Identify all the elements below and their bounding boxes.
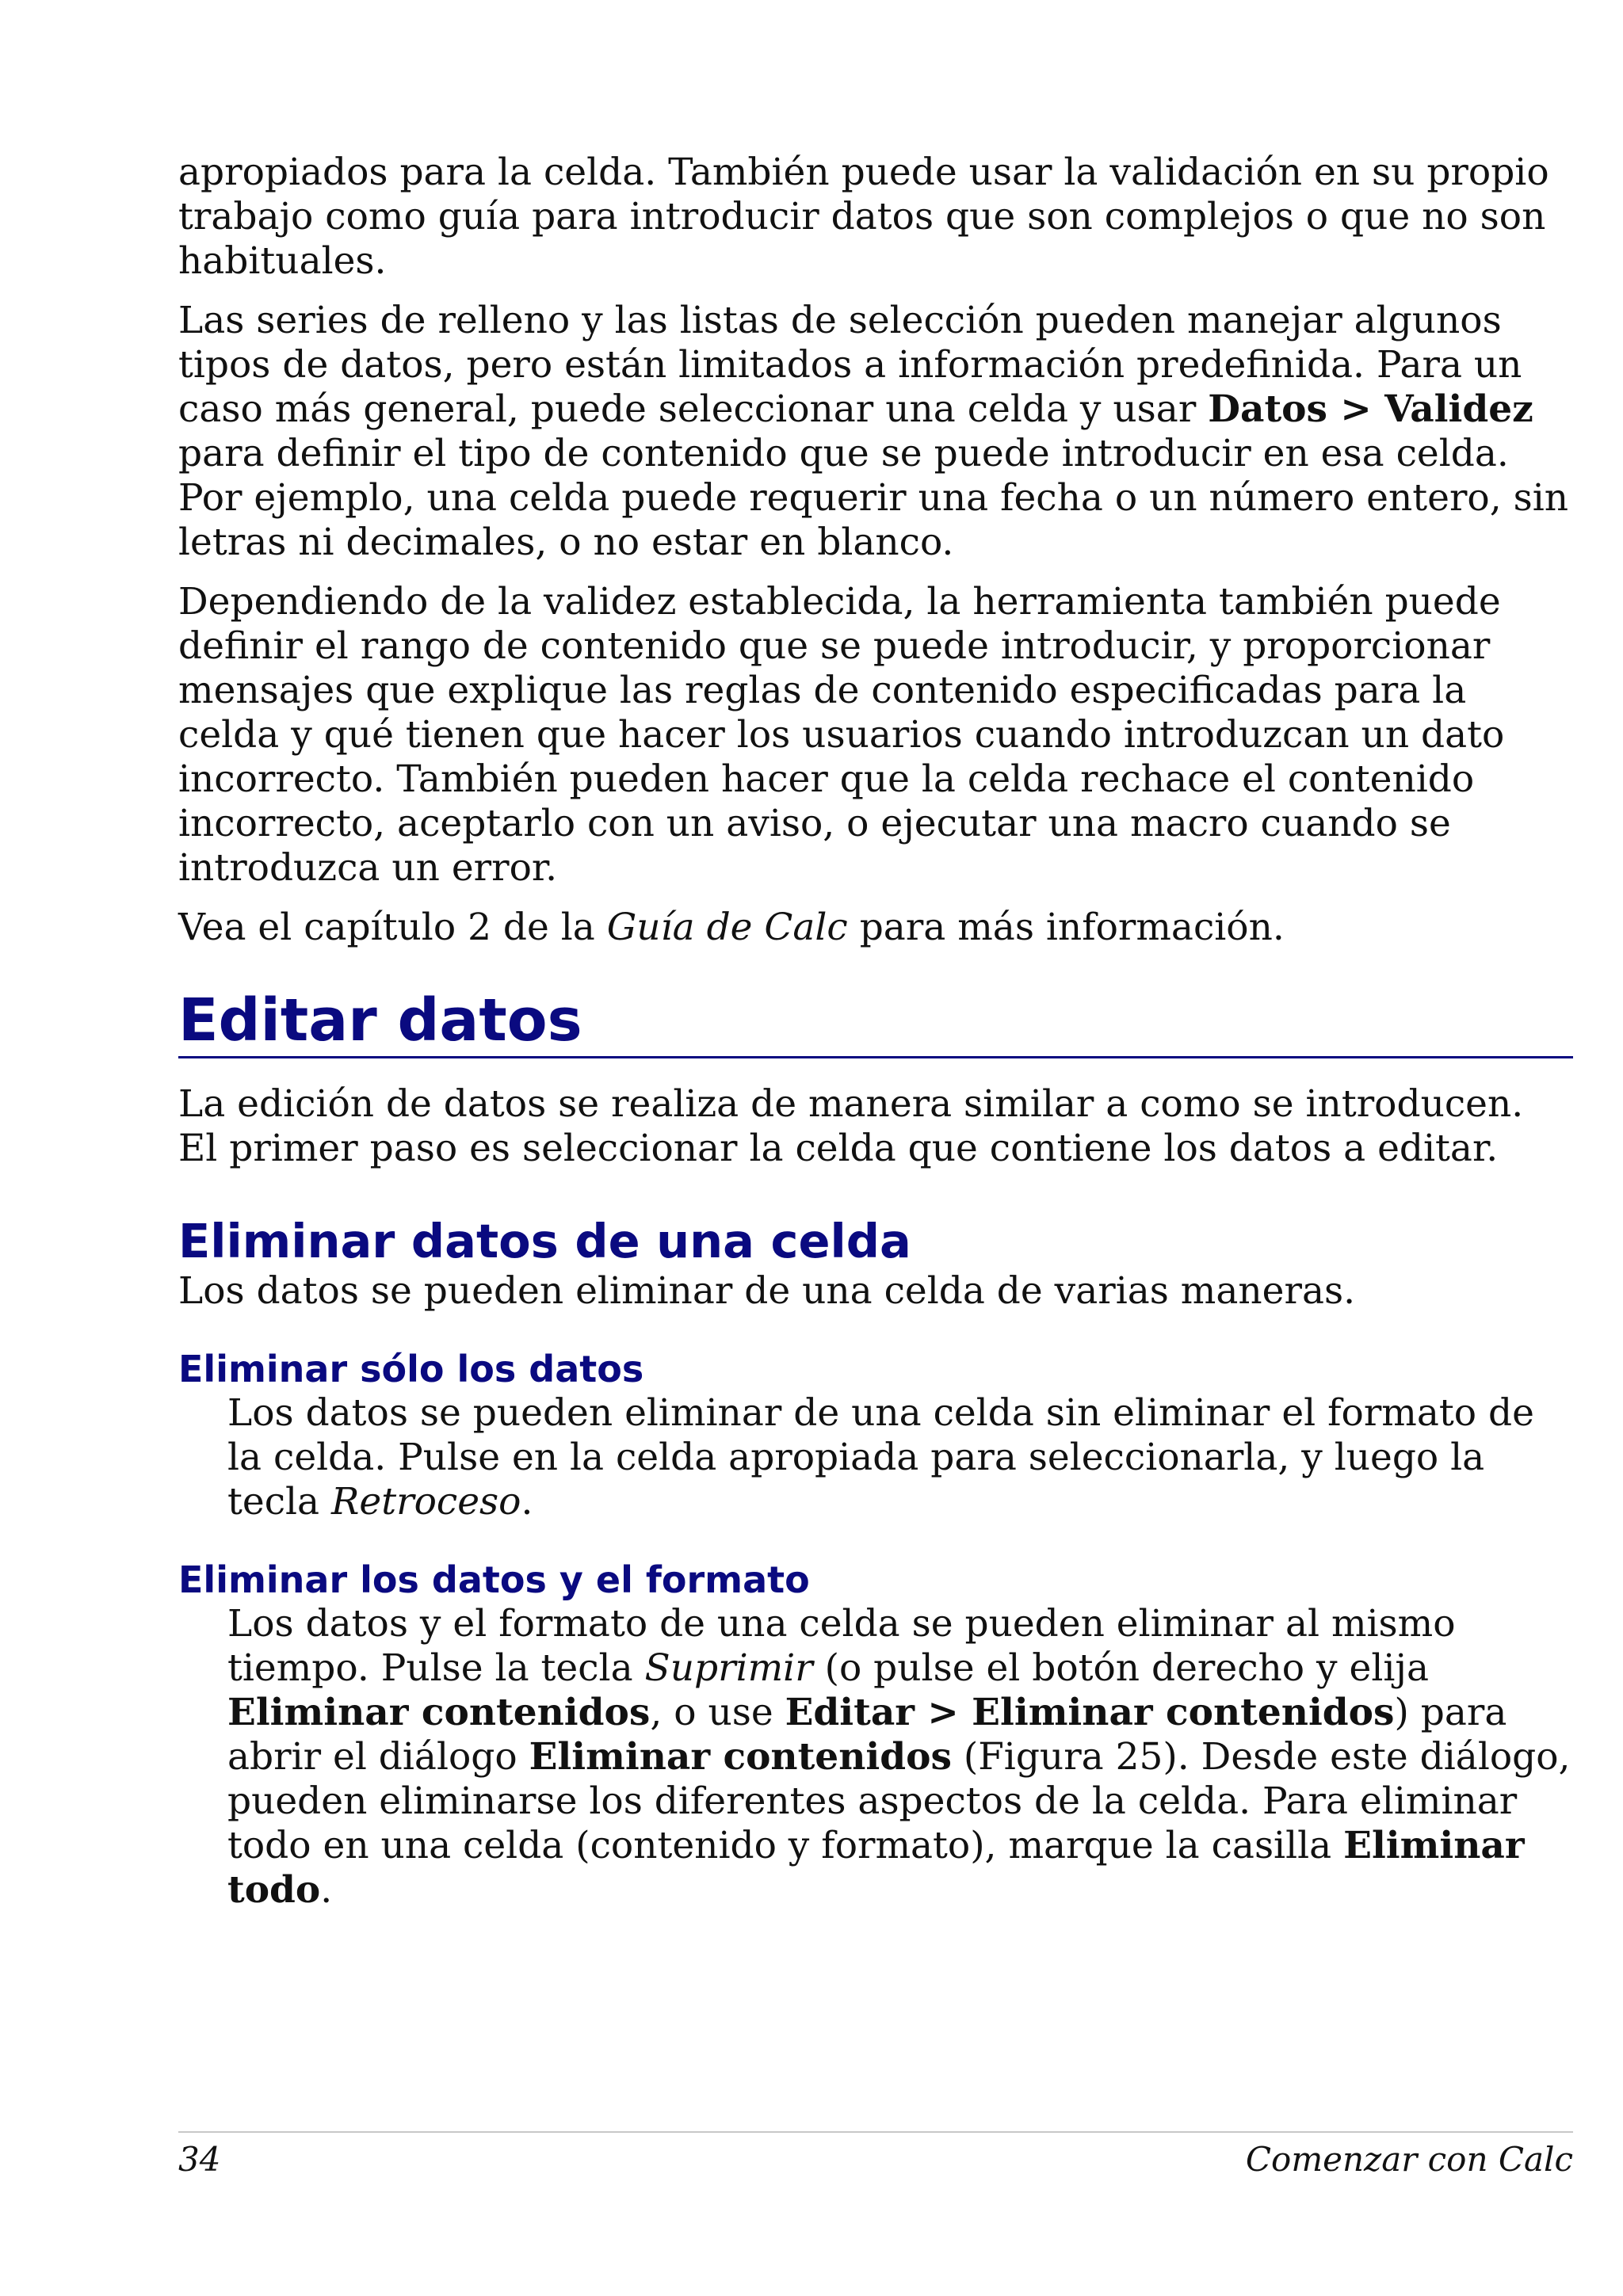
heading-eliminar-solo-datos: Eliminar sólo los datos	[178, 1348, 644, 1390]
key-name-italic: Retroceso	[331, 1480, 521, 1524]
text-run: , o use	[650, 1691, 785, 1734]
page-footer	[178, 2131, 1573, 2180]
paragraph-edit-intro: La edición de datos se realiza de manera similar a como se introducen. El primer paso es seleccionar la celda que contiene los datos a editar.	[178, 1082, 1524, 1170]
paragraph-validity-range: Dependiendo de la validez establecida, la herramienta también puede definir el rango de contenido que se puede introducir, y proporcionar mensajes que explique las reglas de contenido especificadas para la celda y qué tienen que hacer los usuarios cuando introduzcan un dato incorrecto. También pueden hacer que la celda rechace el contenido incorrecto, aceptarlo con un aviso, o ejecutar una macro cuando se introduzca un error.	[178, 580, 1505, 890]
paragraph-delete-only-data	[227, 1391, 1573, 1524]
paragraph-delete-intro: Los datos se pueden eliminar de una celda de varias maneras.	[178, 1269, 1356, 1313]
paragraph-validation-intro: apropiados para la celda. También puede usar la validación en su propio trabajo como guía para introducir datos que son complejos o que no son habituales.	[178, 151, 1549, 283]
text-run: para más información.	[847, 906, 1285, 949]
footer-book-title: Comenzar con Calc	[1245, 2140, 1573, 2179]
text-run: .	[320, 1868, 333, 1912]
text-run: ) para abrir el diálogo	[227, 1691, 1507, 1779]
text-run: (o pulse el botón derecho y elija	[812, 1646, 1429, 1690]
heading-eliminar-datos-celda: Eliminar datos de una celda	[178, 1214, 911, 1268]
command-bold: Eliminar contenidos	[227, 1691, 651, 1734]
text-run: para definir el tipo de contenido que se puede introducir en esa celda. Por ejemplo, una celda puede requerir una fecha o un número entero, sin letras ni decimales, o no estar en blanco.	[178, 432, 1569, 564]
document-page	[178, 151, 1573, 1928]
menu-path-bold: Datos > Validez	[1208, 387, 1533, 431]
checkbox-name-bold: Eliminar todo	[227, 1824, 1525, 1912]
heading-eliminar-datos-formato: Eliminar los datos y el formato	[178, 1558, 810, 1601]
page-number: 34	[178, 2140, 221, 2179]
key-name-italic: Suprimir	[644, 1646, 813, 1690]
text-run: .	[521, 1480, 533, 1524]
text-run: Los datos se pueden eliminar de una celda sin eliminar el formato de la celda. Pulse en la celda apropiada para seleccionarla, y luego la tecla	[227, 1391, 1534, 1524]
paragraph-delete-data-format	[227, 1602, 1573, 1913]
dialog-name-bold: Eliminar contenidos	[529, 1735, 952, 1779]
text-run: Los datos y el formato de una celda se pueden eliminar al mismo tiempo. Pulse la tecla	[227, 1602, 1456, 1690]
book-title-italic: Guía de Calc	[606, 906, 848, 949]
heading-editar-datos: Editar datos	[178, 986, 1573, 1058]
text-run: Las series de relleno y las listas de selección pueden manejar algunos tipos de datos, pero están limitados a información predefinida. Para un caso más general, puede seleccionar una celda y usar	[178, 299, 1522, 431]
menu-path-bold: Editar > Eliminar contenidos	[785, 1691, 1395, 1734]
paragraph-fill-series	[178, 299, 1573, 565]
text-run: Vea el capítulo 2 de la	[178, 906, 607, 949]
text-run: (Figura 25). Desde este diálogo, pueden eliminarse los diferentes aspectos de la celda. Para eliminar todo en una celda (contenido y formato), marque la casilla	[227, 1735, 1571, 1867]
paragraph-see-chapter	[178, 906, 1573, 950]
